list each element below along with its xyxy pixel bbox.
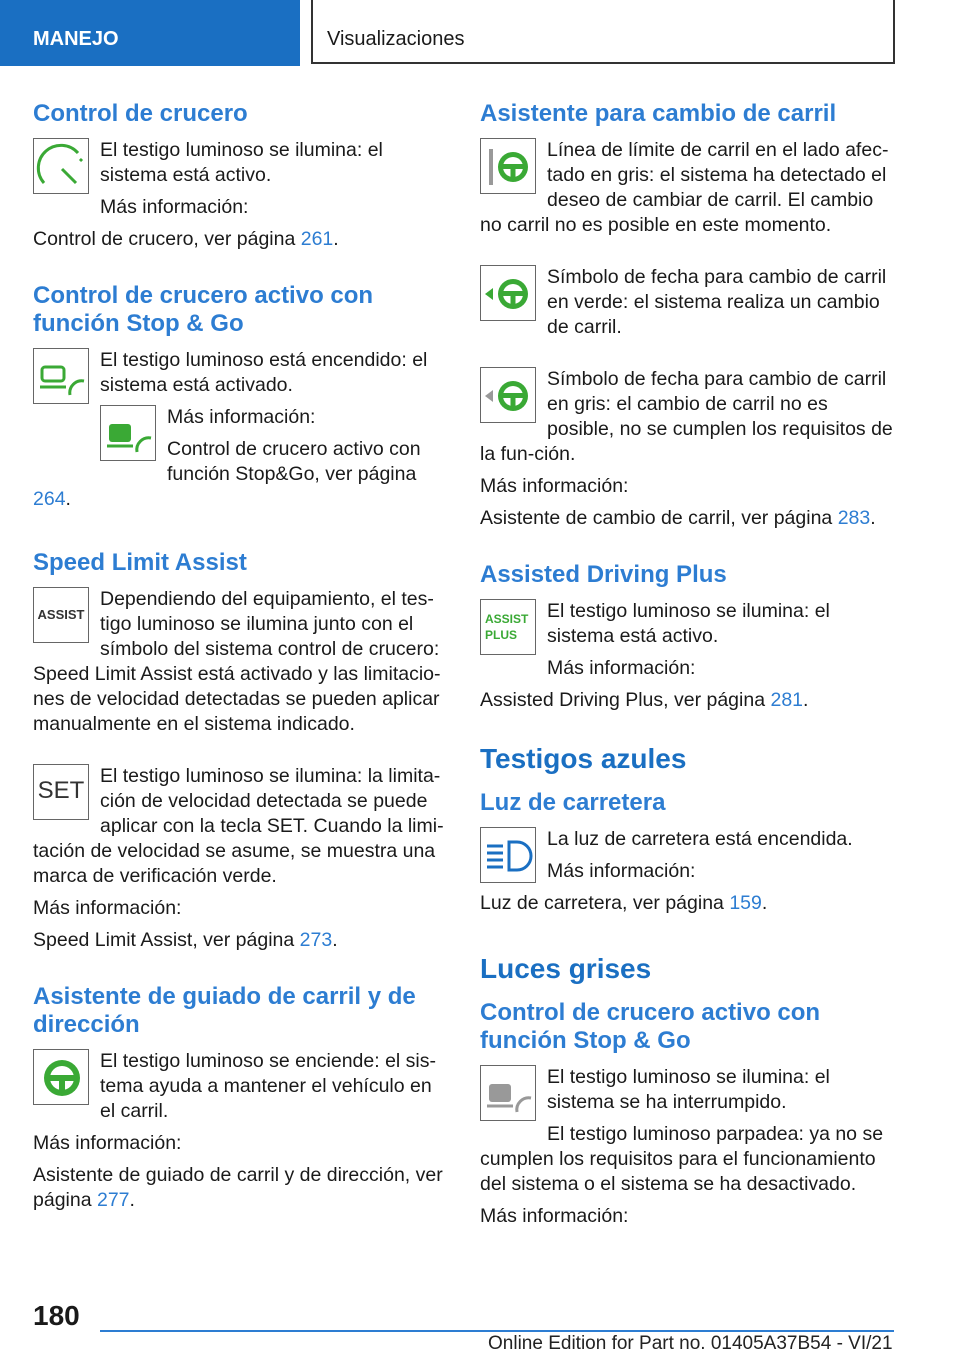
body-text: Más información: <box>547 860 696 882</box>
footer-divider <box>100 1330 894 1332</box>
body-text: Línea de límite de carril en el lado afec-tado en gris: el sistema ha detectado el deseo de cambiar de carril. El cambio no carril no es posible en este momento. <box>480 139 889 236</box>
lane-change-gray-icon <box>480 367 536 423</box>
heading: Control de crucero activo con función Stop & Go <box>480 999 821 1054</box>
lane-limit-icon <box>480 138 536 194</box>
section-cruise-control <box>33 100 449 252</box>
reference-text: Control de crucero activo con función Stop&Go, ver página 264. <box>33 438 421 510</box>
section-tab: MANEJO <box>0 0 300 66</box>
heading: Assisted Driving Plus <box>480 561 727 588</box>
reference-text: Luz de carretera, ver página 159. <box>480 892 768 914</box>
body-text: Más información: <box>167 406 316 428</box>
active-cruise-gray-icon <box>480 1065 536 1121</box>
right-column <box>480 100 896 1259</box>
assist-icon: ASSIST <box>33 587 89 643</box>
reference-text: Asistente de cambio de carril, ver página 283. <box>480 507 876 529</box>
assist-plus-icon: ASSIST PLUS <box>480 599 536 655</box>
body-text: El testigo luminoso parpadea: ya no se cumplen los requisitos para el funcionamiento del sistema o el sistema se ha desactivado. <box>480 1123 884 1195</box>
heading: Control de crucero activo con función Stop & Go <box>33 282 374 337</box>
high-beam-icon <box>480 827 536 883</box>
body-text: Dependiendo del equipamiento, el tes-tigo luminoso se ilumina junto con el símbolo del sistema control de crucero: Speed Limit Assist está activado y las limitacio-nes de velocidad detectadas se pueden aplicar manualmente en el sistema indicado. <box>33 588 441 735</box>
page-number: 180 <box>33 1300 80 1331</box>
page-link[interactable]: 277 <box>96 1189 130 1211</box>
heading: Luz de carretera <box>480 789 666 816</box>
body-text: El testigo luminoso se ilumina: el sistema está activo. <box>100 139 383 186</box>
page-header <box>0 0 960 66</box>
heading: Asistente de guiado de carril y de dirección <box>33 983 416 1038</box>
section-active-cruise <box>33 282 449 519</box>
reference-text: Control de crucero, ver página 261. <box>33 228 339 250</box>
section-gray-lights <box>480 953 896 1229</box>
steering-wheel-icon <box>33 1049 89 1105</box>
page-link[interactable]: 281 <box>770 689 804 711</box>
page-link[interactable]: 261 <box>300 228 334 250</box>
body-text: Más información: <box>100 196 249 218</box>
active-cruise-icon <box>33 348 89 404</box>
body-text: El testigo luminoso se enciende: el sis-tema ayuda a mantener el vehículo en el carril. <box>100 1050 437 1122</box>
body-text: Más información: <box>547 657 696 679</box>
section-speed-limit-assist <box>33 549 449 953</box>
page-footer <box>0 1290 960 1362</box>
body-text: Símbolo de fecha para cambio de carril en gris: el cambio de carril no es posible, no se cumplen los requisitos de la fun-ción. <box>480 368 893 465</box>
heading: Control de crucero <box>33 100 248 127</box>
body-text: El testigo luminoso se ilumina: la limita-ción de velocidad detectada se puede aplicar con la tecla SET. Cuando la limi-tación de velocidad se asume, se muestra una marca de verificación verde. <box>33 765 444 887</box>
reference-text: Speed Limit Assist, ver página 273. <box>33 929 338 951</box>
body-text: El testigo luminoso se ilumina: el sistema está activo. <box>547 600 830 647</box>
reference-text: Asistente de guiado de carril y de dirección, ver página 277. <box>33 1164 443 1211</box>
page-link[interactable]: 264 <box>33 488 66 510</box>
reference-text: Assisted Driving Plus, ver página 281. <box>480 689 809 711</box>
active-cruise-car-icon <box>100 405 156 461</box>
set-icon: SET <box>33 764 89 820</box>
page-link[interactable]: 283 <box>837 507 871 529</box>
section-blue-lights <box>480 743 896 923</box>
body-text: El testigo luminoso se ilumina: el sistema se ha interrumpido. <box>547 1066 830 1113</box>
section-title: Luces grises <box>480 953 652 984</box>
body-text: Símbolo de fecha para cambio de carril en verde: el sistema realiza un cambio de carril. <box>547 266 887 338</box>
lane-change-green-icon <box>480 265 536 321</box>
page-link[interactable]: 273 <box>299 929 333 951</box>
heading: Speed Limit Assist <box>33 549 247 576</box>
section-title: Testigos azules <box>480 743 687 774</box>
body-text: La luz de carretera está encendida. <box>547 828 853 850</box>
body-text: Más información: <box>33 1132 182 1154</box>
body-text: Más información: <box>33 897 182 919</box>
heading: Asistente para cambio de carril <box>480 100 837 127</box>
body-text: El testigo luminoso está encendido: el sistema está activado. <box>100 349 428 396</box>
section-lane-change <box>480 100 896 531</box>
cruise-control-icon <box>33 138 89 194</box>
section-lane-steering <box>33 983 449 1213</box>
section-assisted-driving-plus <box>480 561 896 713</box>
body-text: Más información: <box>480 475 629 497</box>
chapter-title: Visualizaciones <box>311 0 895 64</box>
left-column <box>33 100 449 1243</box>
page-link[interactable]: 159 <box>729 892 762 914</box>
body-text: Más información: <box>480 1205 629 1227</box>
edition-text: Online Edition for Part no. 01405A37B54 - VI/21 <box>488 1333 893 1354</box>
